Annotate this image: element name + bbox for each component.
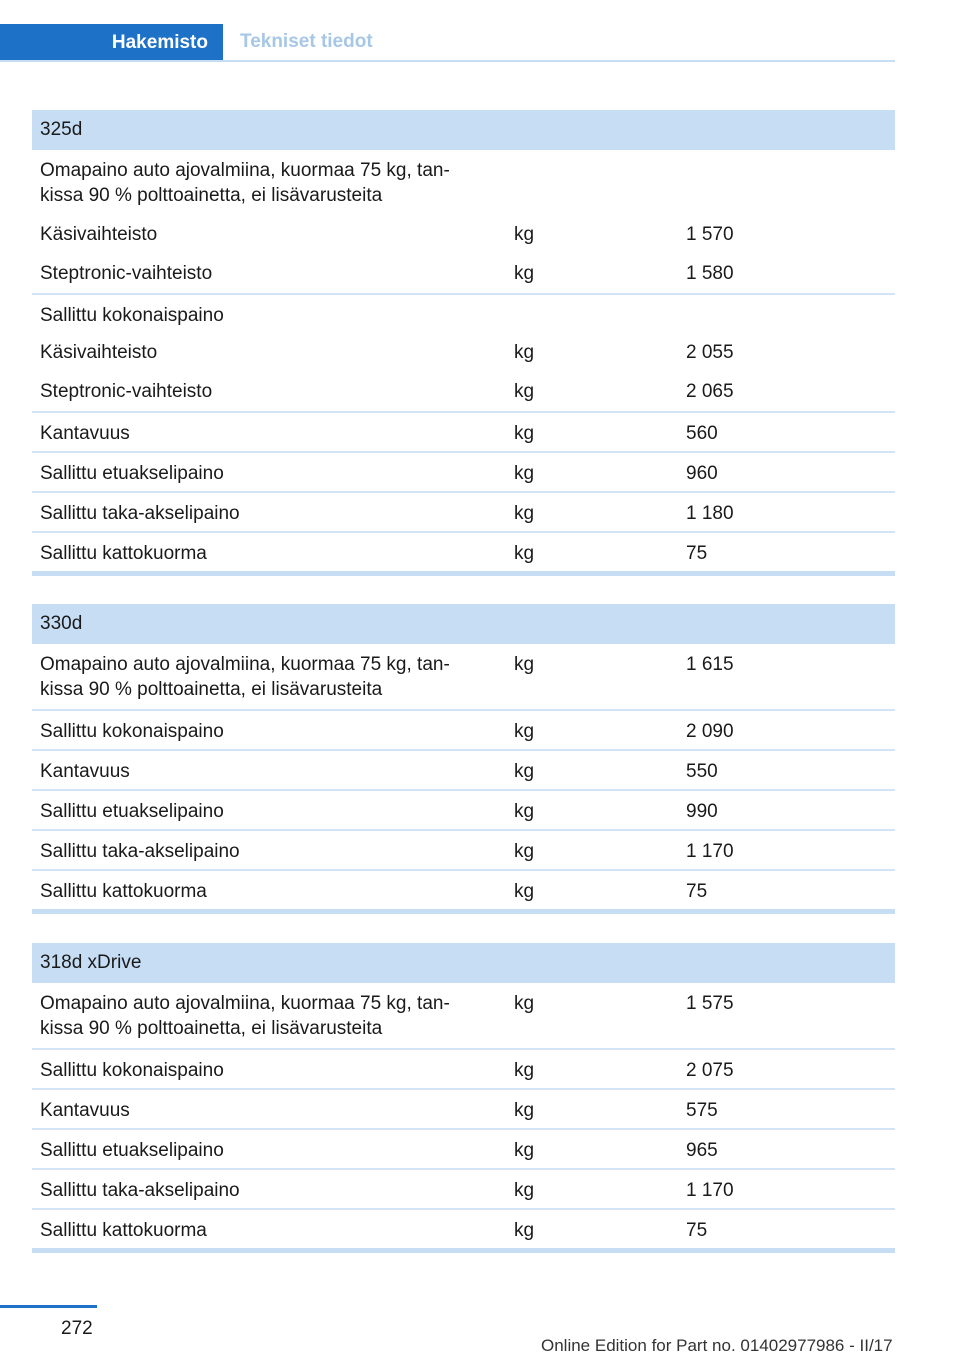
- table-bottom-rule: [32, 1248, 895, 1253]
- row-value: 2 065: [686, 381, 734, 402]
- row-value: 1 170: [686, 1180, 734, 1201]
- row-unit: kg: [514, 1220, 535, 1241]
- row-value: 2 090: [686, 721, 734, 742]
- row-label: Kantavuus: [40, 423, 130, 444]
- row-label: Kantavuus: [40, 761, 130, 782]
- row-unit: kg: [514, 463, 535, 484]
- row-unit: kg: [514, 993, 535, 1014]
- row-value: 960: [686, 463, 718, 484]
- table-bottom-rule: [32, 909, 895, 914]
- row-label: Sallittu kattokuorma: [40, 543, 207, 564]
- table-330d: [32, 604, 895, 914]
- header-divider: [0, 60, 895, 62]
- table-row: [32, 491, 895, 531]
- table-row: [32, 1128, 895, 1168]
- table-row: [32, 531, 895, 571]
- row-unit: kg: [514, 721, 535, 742]
- row-unit: kg: [514, 263, 535, 284]
- tab-hakemisto[interactable]: Hakemisto: [0, 24, 223, 62]
- row-value: 75: [686, 1220, 708, 1241]
- row-unit: kg: [514, 1100, 535, 1121]
- footer-accent-line: [0, 1305, 97, 1308]
- table-row: [32, 1208, 895, 1248]
- row-value: 2 055: [686, 342, 734, 363]
- row-label: Sallittu etuakselipaino: [40, 801, 224, 822]
- table-325d: [32, 110, 895, 576]
- row-label: Kantavuus: [40, 1100, 130, 1121]
- row-value: 1 580: [686, 263, 734, 284]
- table-row: [32, 150, 895, 215]
- row-unit: kg: [514, 654, 535, 675]
- row-value: 560: [686, 423, 718, 444]
- table-row: [32, 215, 895, 254]
- page-number: 272: [61, 1318, 93, 1339]
- row-label: Sallittu taka-akselipaino: [40, 1180, 240, 1201]
- row-value: 1 575: [686, 993, 734, 1014]
- row-unit: kg: [514, 881, 535, 902]
- table-row: [32, 644, 895, 709]
- table-row: [32, 372, 895, 411]
- row-label: Käsivaihteisto: [40, 342, 158, 363]
- table-row: [32, 333, 895, 372]
- row-value: 1 180: [686, 503, 734, 524]
- header-tabs: [0, 24, 895, 62]
- edition-notice: Online Edition for Part no. 01402977986 - II/17: [541, 1336, 893, 1355]
- row-unit: kg: [514, 224, 535, 245]
- table-row: [32, 451, 895, 491]
- row-label: Sallittu taka-akselipaino: [40, 503, 240, 524]
- row-label: Omapaino auto ajovalmiina, kuormaa 75 kg, tan-kissa 90 % polttoainetta, ei lisävarusteita: [40, 654, 450, 700]
- table-row: [32, 1048, 895, 1088]
- row-value: 75: [686, 881, 708, 902]
- table-row: [32, 789, 895, 829]
- row-value: 990: [686, 801, 718, 822]
- row-unit: kg: [514, 801, 535, 822]
- row-unit: kg: [514, 543, 535, 564]
- table-row: [32, 869, 895, 909]
- row-unit: kg: [514, 503, 535, 524]
- table-row: [32, 293, 895, 333]
- table-title: 325d: [32, 110, 895, 150]
- table-bottom-rule: [32, 571, 895, 576]
- row-label: Sallittu taka-akselipaino: [40, 841, 240, 862]
- table-row: [32, 829, 895, 869]
- table-title: 330d: [32, 604, 895, 644]
- row-unit: kg: [514, 1180, 535, 1201]
- table-row: [32, 749, 895, 789]
- row-value: 2 075: [686, 1060, 734, 1081]
- row-unit: kg: [514, 761, 535, 782]
- row-value: 75: [686, 543, 708, 564]
- table-row: [32, 254, 895, 293]
- row-label: Steptronic-vaihteisto: [40, 263, 213, 284]
- row-value: 1 170: [686, 841, 734, 862]
- row-label: Steptronic-vaihteisto: [40, 381, 213, 402]
- row-value: 1 570: [686, 224, 734, 245]
- tab-tekniset-tiedot[interactable]: Tekniset tiedot: [240, 31, 373, 52]
- table-318d-xdrive: [32, 943, 895, 1253]
- row-label: Omapaino auto ajovalmiina, kuormaa 75 kg, tan-kissa 90 % polttoainetta, ei lisävarusteita: [40, 160, 450, 206]
- row-unit: kg: [514, 1140, 535, 1161]
- table-row: [32, 709, 895, 749]
- table-row: [32, 411, 895, 451]
- row-label: Omapaino auto ajovalmiina, kuormaa 75 kg, tan-kissa 90 % polttoainetta, ei lisävarusteita: [40, 993, 450, 1039]
- row-unit: kg: [514, 342, 535, 363]
- row-value: 575: [686, 1100, 718, 1121]
- row-label: Sallittu etuakselipaino: [40, 463, 224, 484]
- row-unit: kg: [514, 381, 535, 402]
- row-label: Sallittu kokonaispaino: [40, 305, 224, 326]
- row-label: Sallittu kokonaispaino: [40, 1060, 224, 1081]
- row-value: 1 615: [686, 654, 734, 675]
- row-label: Sallittu etuakselipaino: [40, 1140, 224, 1161]
- row-value: 965: [686, 1140, 718, 1161]
- table-title: 318d xDrive: [32, 943, 895, 983]
- table-row: [32, 1168, 895, 1208]
- row-label: Sallittu kattokuorma: [40, 1220, 207, 1241]
- row-label: Sallittu kokonaispaino: [40, 721, 224, 742]
- table-row: [32, 1088, 895, 1128]
- row-label: Käsivaihteisto: [40, 224, 158, 245]
- row-label: Sallittu kattokuorma: [40, 881, 207, 902]
- row-unit: kg: [514, 423, 535, 444]
- row-value: 550: [686, 761, 718, 782]
- row-unit: kg: [514, 1060, 535, 1081]
- table-row: [32, 983, 895, 1048]
- row-unit: kg: [514, 841, 535, 862]
